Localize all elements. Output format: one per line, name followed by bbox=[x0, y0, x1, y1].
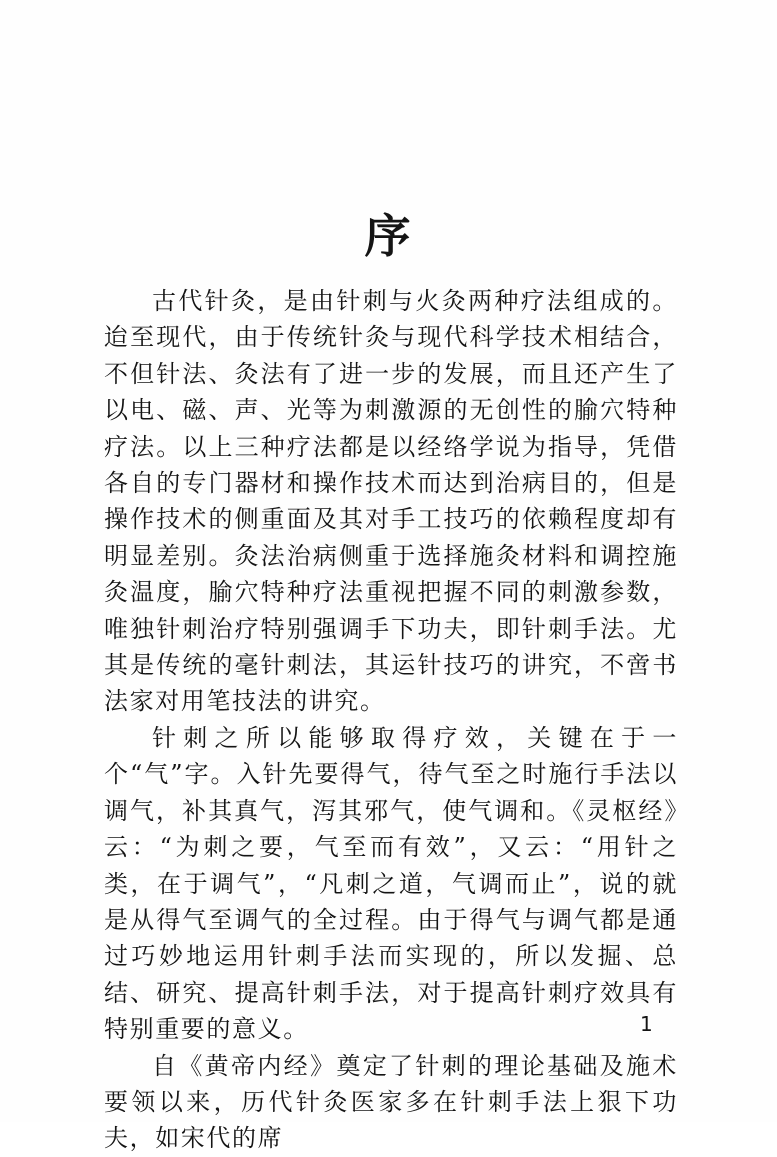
page-title: 序 bbox=[364, 209, 413, 263]
paragraph-3: 自《黄帝内经》奠定了针刺的理论基础及施术要领以来，历代针灸医家多在针刺手法上狠下功夫，如宋代的席 bbox=[104, 1051, 678, 1153]
page-number: 1 bbox=[640, 1012, 653, 1036]
body-text bbox=[104, 283, 678, 1157]
paragraph-2: 针刺之所以能够取得疗效，关键在于一个“气”字。入针先要得气，待气至之时施行手法以调气，补其真气，泻其邪气，使气调和。《灵枢经》云：“为刺之要，气至而有效”，又云：“用针之类，在于调气”，“凡刺之道，气调而止”，说的就是从得气至调气的全过程。由于得气与调气都是通过巧妙地运用针刺手法而实现的，所以发掘、总结、研究、提高针刺手法，对于提高针刺疗效具有特别重要的意义。 bbox=[104, 723, 678, 1044]
paragraph-1: 古代针灸，是由针刺与火灸两种疗法组成的。迨至现代，由于传统针灸与现代科学技术相结合，不但针法、灸法有了进一步的发展，而且还产生了以电、磁、声、光等为刺激源的无创性的腧穴特种疗法。以上三种疗法都是以经络学说为指导，凭借各自的专门器材和操作技术而达到治病目的，但是操作技术的侧重面及其对手工技巧的依赖程度却有明显差别。灸法治病侧重于选择施灸材料和调控施灸温度，腧穴特种疗法重视把握不同的刺激参数，唯独针刺治疗特别强调手下功夫，即针刺手法。尤其是传统的毫针刺法，其运针技巧的讲究，不啻书法家对用笔技法的讲究。 bbox=[104, 287, 678, 716]
